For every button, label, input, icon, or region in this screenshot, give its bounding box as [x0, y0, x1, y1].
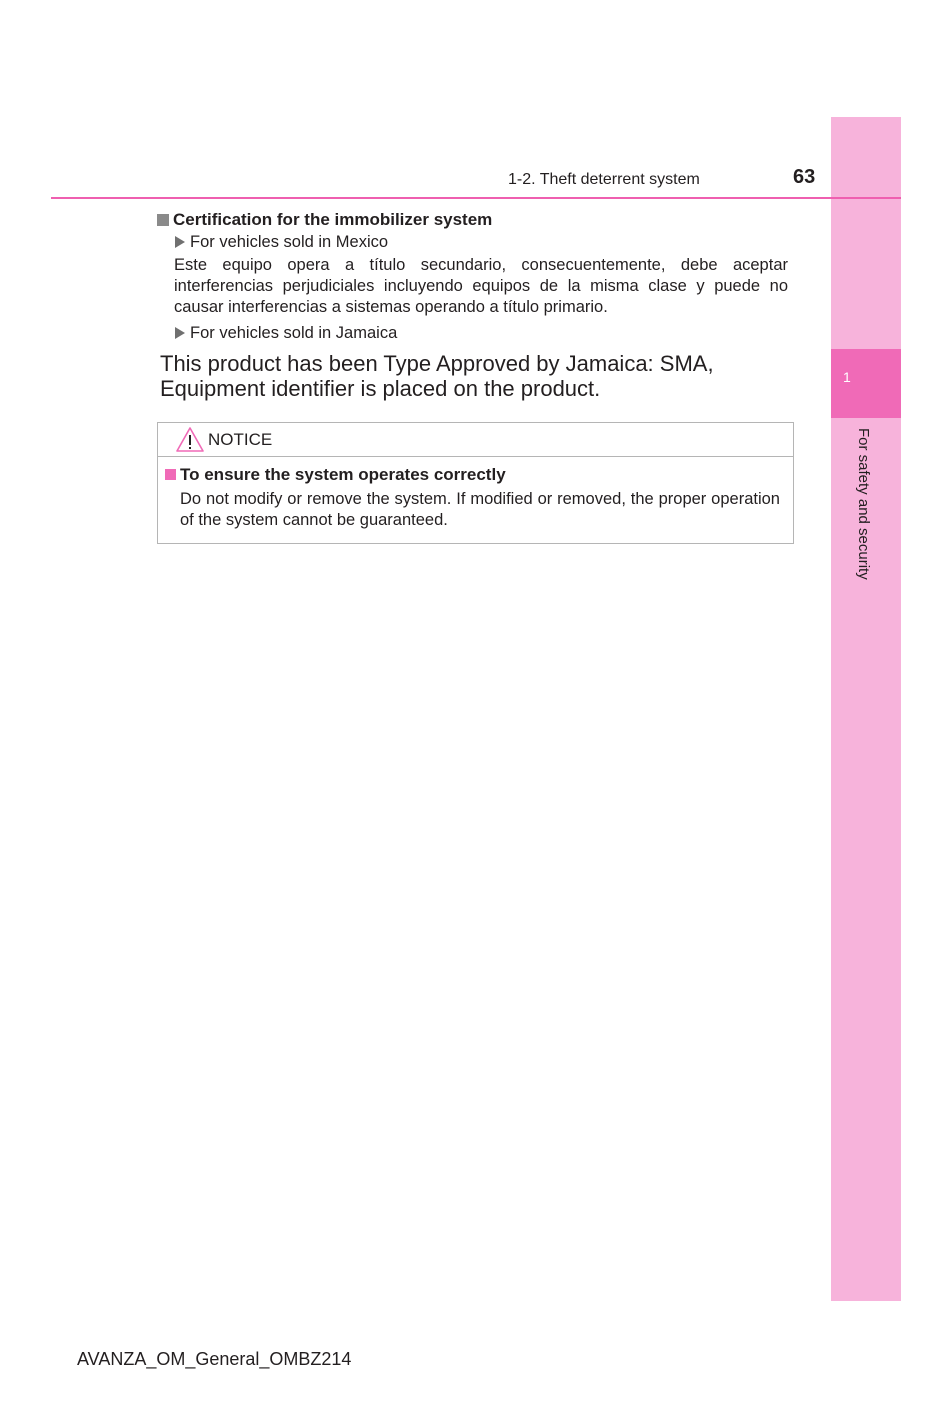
triangle-right-icon — [175, 236, 185, 248]
jamaica-subheading — [175, 324, 397, 343]
side-tab — [831, 117, 901, 1301]
chapter-number: 1 — [843, 369, 851, 385]
header-rule — [51, 197, 901, 199]
section-heading — [157, 210, 492, 230]
notice-label: NOTICE — [208, 430, 273, 449]
page-number: 63 — [793, 166, 816, 188]
square-bullet-icon — [157, 214, 169, 226]
jamaica-text: This product has been Type Approved by Jamaica: SMA, Equipment identifier is placed on the product. — [160, 351, 714, 401]
header-section-title: 1-2. Theft deterrent system — [508, 171, 700, 188]
notice-heading-text: To ensure the system operates correctly — [180, 465, 506, 484]
triangle-right-icon — [175, 327, 185, 339]
mexico-text: Este equipo opera a título secundario, consecuentemente, debe aceptar interferencias perjudiciales incluyendo equipos de la misma clase y puede no causar interferencias a sistemas operando a título primario. — [174, 256, 788, 316]
jamaica-label: For vehicles sold in Jamaica — [190, 324, 398, 342]
notice-header — [158, 423, 793, 457]
chapter-title: For safety and security — [855, 428, 872, 580]
notice-box — [157, 422, 794, 544]
warning-triangle-icon — [175, 426, 205, 453]
mexico-label: For vehicles sold in Mexico — [190, 233, 389, 251]
notice-text: Do not modify or remove the system. If modified or removed, the proper operation of the system cannot be guaranteed. — [180, 490, 780, 529]
section-heading-text: Certification for the immobilizer system — [173, 210, 493, 229]
chapter-block — [831, 349, 901, 418]
mexico-subheading — [175, 233, 388, 252]
square-bullet-icon — [165, 469, 176, 480]
notice-heading — [165, 465, 506, 485]
footer-document-code: AVANZA_OM_General_OMBZ214 — [77, 1349, 352, 1369]
